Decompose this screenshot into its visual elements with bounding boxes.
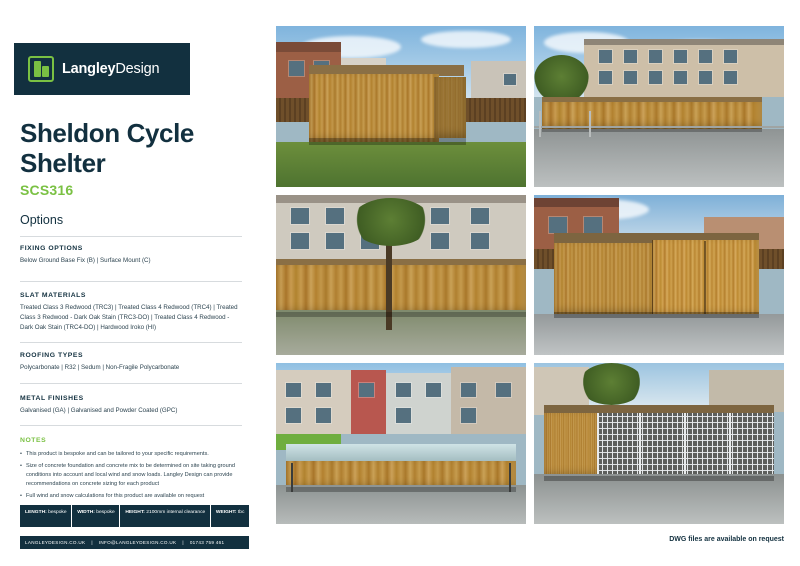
section-title: METAL FINISHES	[20, 395, 84, 402]
footer-separator-2: |	[182, 540, 184, 545]
left-info-column	[0, 0, 268, 566]
list-item: • Full wind and snow calculations for this product are available on request	[20, 492, 244, 501]
divider-1	[20, 236, 242, 237]
spec-value: 2100mm internal clearance	[146, 510, 206, 515]
footer-separator: |	[91, 540, 93, 545]
section-body: Below Ground Base Fix (B) | Surface Mount (C)	[20, 257, 151, 264]
brand-name	[62, 61, 159, 77]
photo-3	[276, 195, 526, 356]
product-photo-grid	[276, 26, 784, 524]
divider-4	[20, 383, 242, 384]
section-title: ROOFING TYPES	[20, 352, 84, 359]
spec-label: LENGTH:	[25, 510, 47, 515]
spec-value: tbc	[237, 510, 245, 515]
photo-1	[276, 26, 526, 187]
spec-length	[20, 505, 71, 527]
spec-value: bespoke	[96, 510, 115, 515]
section-fixing-options	[20, 245, 244, 266]
section-body: Polycarbonate | R32 | Sedum | Non-Fragile Polycarbonate	[20, 364, 180, 371]
divider-3	[20, 342, 242, 343]
photo-2	[534, 26, 784, 187]
spec-label: HEIGHT:	[125, 510, 145, 515]
photo-5	[276, 363, 526, 524]
spec-label: WIDTH:	[77, 510, 95, 515]
page-title: Sheldon Cycle Shelter	[20, 118, 194, 179]
footer-email[interactable]: INFO@LANGLEYDESIGN.CO.UK	[98, 540, 177, 545]
divider-2	[20, 281, 242, 282]
section-slat-materials	[20, 292, 244, 333]
list-item: • Size of concrete foundation and concrete mix to be determined on site taking ground conditions into account and local wind and snow loads. Langley Design can provide recommendations on concrete sizing for each product	[20, 462, 244, 489]
divider-5	[20, 425, 242, 426]
langley-leaf-logo-icon	[28, 56, 54, 82]
list-item: • This product is bespoke and can be tailored to your specific requirements.	[20, 450, 244, 459]
footer-phone[interactable]: 01743 759 461	[189, 540, 225, 545]
spec-label: WEIGHT:	[215, 510, 237, 515]
spec-value: bespoke	[48, 510, 67, 515]
section-title: FIXING OPTIONS	[20, 245, 83, 252]
spec-width	[72, 505, 119, 527]
footer-website[interactable]: LANGLEYDESIGN.CO.UK	[25, 540, 86, 545]
dwg-availability-note: DWG files are available on request	[669, 536, 784, 543]
section-metal-finishes	[20, 395, 244, 416]
footer-contact-bar	[20, 536, 249, 549]
brand-header	[14, 43, 190, 95]
brand-name-bold: Langley	[62, 61, 116, 77]
section-roofing-types	[20, 352, 244, 373]
notes-list	[20, 450, 244, 504]
spec-strip	[20, 505, 249, 527]
spec-weight	[211, 505, 249, 527]
photo-6	[534, 363, 784, 524]
notes-title: NOTES	[20, 437, 47, 444]
section-body: Treated Class 3 Redwood (TRC3) | Treated Class 4 Redwood (TRC4) | Treated Class 3 Redwood - Dark Oak Stain (TRC3-DO) | Treated Class 4 Redwood - Dark Oak Stain (TRC4-DO) | Hardwood Iroko (HI)	[20, 304, 238, 332]
product-code: SCS316	[20, 182, 74, 198]
options-heading: Options	[20, 213, 64, 227]
spec-height	[120, 505, 210, 527]
section-title: SLAT MATERIALS	[20, 292, 86, 299]
photo-4	[534, 195, 784, 356]
section-body: Galvanised (GA) | Galvanised and Powder Coated (GPC)	[20, 407, 178, 414]
brand-name-light: Design	[115, 61, 160, 77]
